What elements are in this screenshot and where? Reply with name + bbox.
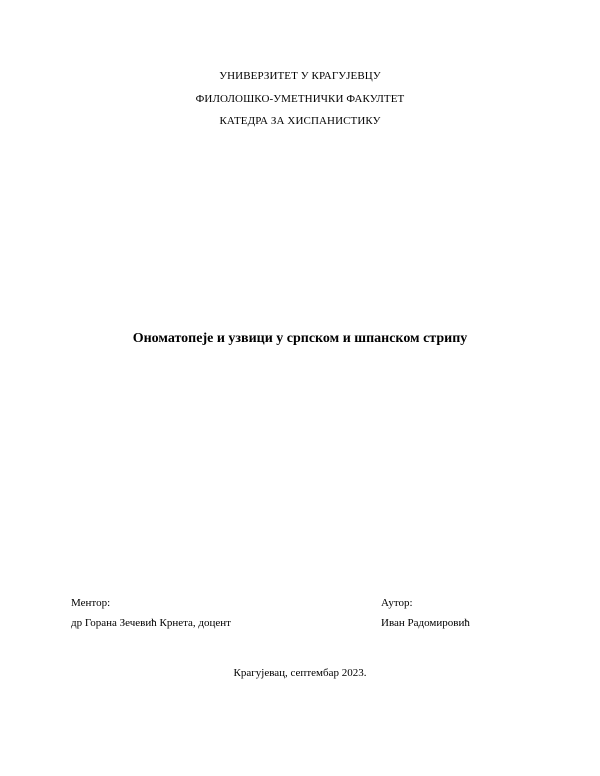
department-name: КАТЕДРА ЗА ХИСПАНИСТИКУ [219, 115, 381, 127]
university-name: УНИВЕРЗИТЕТ У КРАГУЈЕВЦУ [219, 70, 381, 82]
author-name: Иван Радомировић [381, 617, 470, 629]
faculty-name: ФИЛОЛОШКО-УМЕТНИЧКИ ФАКУЛТЕТ [195, 93, 405, 105]
mentor-label: Ментор: [71, 597, 111, 609]
place-and-date: Крагујевац, септембар 2023. [233, 667, 367, 679]
author-label: Аутор: [381, 597, 413, 609]
mentor-name: др Горана Зечевић Крнета, доцент [71, 617, 231, 629]
thesis-title: Ономатопеје и узвици у српском и шпанском стрипу [132, 331, 468, 346]
